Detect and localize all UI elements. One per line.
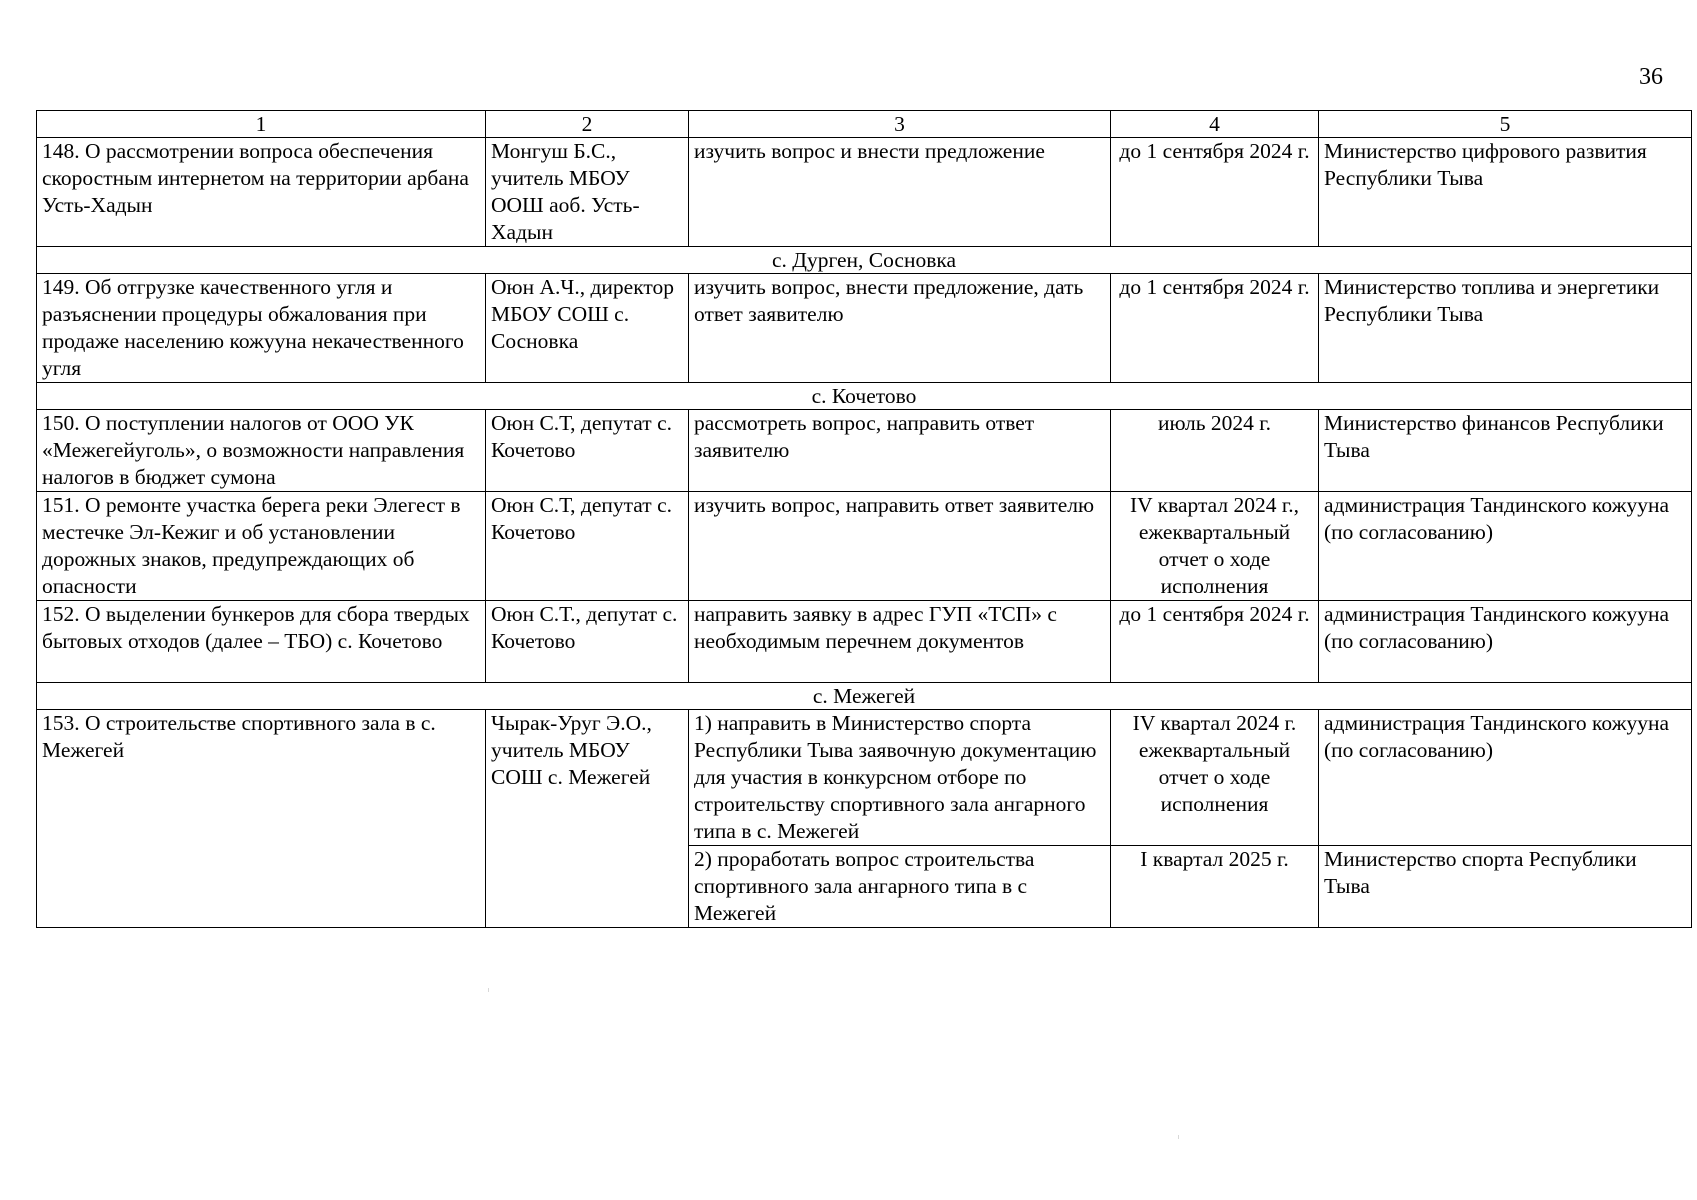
issue-cell: 148. О рассмотрении вопроса обеспечения скоростным интернетом на территории арбана Усть-Хадын (37, 138, 486, 247)
issue-cell: 153. О строительстве спортивного зала в с. Межегей (37, 710, 486, 928)
action-cell: изучить вопрос, внести предложение, дать ответ заявителю (689, 274, 1111, 383)
column-header: 2 (486, 111, 689, 138)
action-cell: изучить вопрос, направить ответ заявителю (689, 492, 1111, 601)
section-title: с. Межегей (37, 683, 1692, 710)
deadline-cell: I квартал 2025 г. (1111, 846, 1319, 928)
applicant-cell: Оюн С.Т, депутат с. Кочетово (486, 410, 689, 492)
issue-cell: 151. О ремонте участка берега реки Элегест в местечке Эл-Кежиг и об установлении дорожных знаков, предупреждающих об опасности (37, 492, 486, 601)
section-row (37, 683, 1692, 710)
table-row (37, 138, 1692, 247)
deadline-cell: до 1 сентября 2024 г. (1111, 274, 1319, 383)
responsible-cell: Министерство топлива и энергетики Республики Тыва (1319, 274, 1692, 383)
scan-artifact (1178, 1135, 1179, 1139)
deadline-cell: до 1 сентября 2024 г. (1111, 138, 1319, 247)
issue-cell: 152. О выделении бункеров для сбора твердых бытовых отходов (далее – ТБО) с. Кочетово (37, 601, 486, 683)
applicant-cell: Оюн С.Т., депутат с. Кочетово (486, 601, 689, 683)
column-number-row (37, 111, 1692, 138)
action-cell: 2) проработать вопрос строительства спортивного зала ангарного типа в с Межегей (689, 846, 1111, 928)
action-cell: рассмотреть вопрос, направить ответ заявителю (689, 410, 1111, 492)
column-header: 5 (1319, 111, 1692, 138)
table-row (37, 274, 1692, 383)
action-cell: 1) направить в Министерство спорта Республики Тыва заявочную документацию для участия в конкурсном отборе по строительству спортивного зала ангарного типа в с. Межегей (689, 710, 1111, 846)
decision-table (36, 110, 1692, 928)
applicant-cell: Оюн А.Ч., директор МБОУ СОШ с. Сосновка (486, 274, 689, 383)
deadline-cell: июль 2024 г. (1111, 410, 1319, 492)
responsible-cell: администрация Тандинского кожууна (по согласованию) (1319, 492, 1692, 601)
column-header: 4 (1111, 111, 1319, 138)
issue-cell: 149. Об отгрузке качественного угля и разъяснении процедуры обжалования при продаже населению кожууна некачественного угля (37, 274, 486, 383)
table-row (37, 710, 1692, 846)
section-title: с. Кочетово (37, 383, 1692, 410)
deadline-cell: IV квартал 2024 г., ежеквартальный отчет о ходе исполнения (1111, 492, 1319, 601)
action-cell: направить заявку в адрес ГУП «ТСП» с необходимым перечнем документов (689, 601, 1111, 683)
applicant-cell: Монгуш Б.С., учитель МБОУ ООШ аоб. Усть-Хадын (486, 138, 689, 247)
section-row (37, 247, 1692, 274)
responsible-cell: Министерство финансов Республики Тыва (1319, 410, 1692, 492)
table-row (37, 410, 1692, 492)
section-title: с. Дурген, Сосновка (37, 247, 1692, 274)
deadline-cell: до 1 сентября 2024 г. (1111, 601, 1319, 683)
applicant-cell: Чырак-Уруг Э.О., учитель МБОУ СОШ с. Межегей (486, 710, 689, 928)
responsible-cell: администрация Тандинского кожууна (по согласованию) (1319, 710, 1692, 846)
responsible-cell: Министерство цифрового развития Республики Тыва (1319, 138, 1692, 247)
table-row (37, 492, 1692, 601)
page-number: 36 (1639, 64, 1663, 90)
column-header: 3 (689, 111, 1111, 138)
responsible-cell: Министерство спорта Республики Тыва (1319, 846, 1692, 928)
column-header: 1 (37, 111, 486, 138)
action-cell: изучить вопрос и внести предложение (689, 138, 1111, 247)
applicant-cell: Оюн С.Т, депутат с. Кочетово (486, 492, 689, 601)
deadline-cell: IV квартал 2024 г. ежеквартальный отчет о ходе исполнения (1111, 710, 1319, 846)
table-row (37, 601, 1692, 683)
scan-artifact (488, 988, 489, 992)
section-row (37, 383, 1692, 410)
responsible-cell: администрация Тандинского кожууна (по согласованию) (1319, 601, 1692, 683)
issue-cell: 150. О поступлении налогов от ООО УК «Межегейуголь», о возможности направления налогов в бюджет сумона (37, 410, 486, 492)
